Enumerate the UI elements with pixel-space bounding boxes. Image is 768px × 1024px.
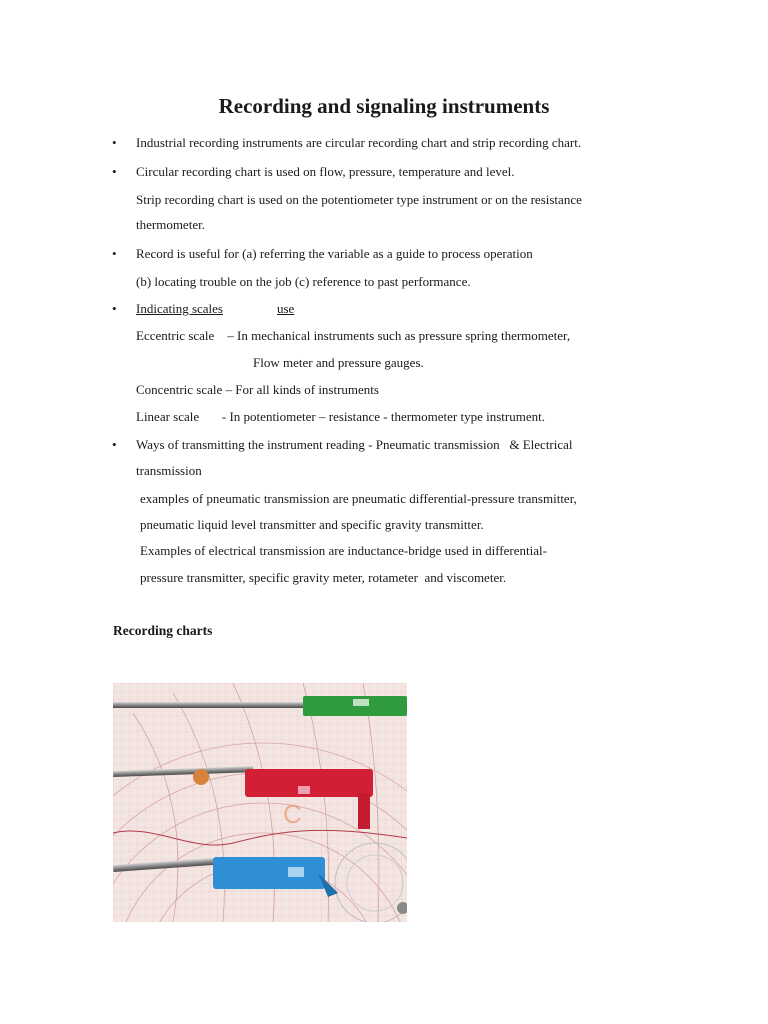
text-line: pneumatic liquid level transmitter and specific gravity transmitter. <box>140 517 484 532</box>
text-line: thermometer. <box>136 217 205 232</box>
text-line: Record is useful for (a) referring the variable as a guide to process operation <box>136 246 533 261</box>
section-heading: Recording charts <box>113 623 213 638</box>
bullet-marker: • <box>112 301 117 316</box>
bullet-marker: • <box>112 246 117 261</box>
text-line: Strip recording chart is used on the potentiometer type instrument or on the resistance <box>136 192 582 207</box>
text-line: Industrial recording instruments are circular recording chart and strip recording chart. <box>136 135 582 150</box>
chart-printed-mark: C <box>283 799 302 829</box>
text-line: transmission <box>136 463 202 478</box>
text-line: (b) locating trouble on the job (c) reference to past performance. <box>136 274 471 289</box>
text-line: Ways of transmitting the instrument reading - Pneumatic transmission & Electrical <box>136 437 573 452</box>
text-line: Eccentric scale – In mechanical instruments such as pressure spring thermometer, <box>136 328 571 343</box>
text-line: Linear scale - In potentiometer – resistance - thermometer type instrument. <box>136 409 545 424</box>
bullet-marker: • <box>112 164 117 179</box>
bullet-marker: • <box>112 437 117 452</box>
text-line: Circular recording chart is used on flow, pressure, temperature and level. <box>136 164 515 179</box>
recording-chart-photo <box>113 683 407 922</box>
indicating-scales-label: Indicating scales <box>136 301 223 316</box>
text-line: examples of pneumatic transmission are pneumatic differential-pressure transmitter, <box>140 491 577 506</box>
text-line: Examples of electrical transmission are inductance-bridge used in differential- <box>140 543 547 558</box>
text-line: Concentric scale – For all kinds of instruments <box>136 382 379 397</box>
text-line: Flow meter and pressure gauges. <box>253 355 424 370</box>
use-label: use <box>277 301 295 316</box>
text-line: pressure transmitter, specific gravity meter, rotameter and viscometer. <box>140 570 507 585</box>
page-title: Recording and signaling instruments <box>218 94 550 118</box>
bullet-marker: • <box>112 135 117 150</box>
orange-knob <box>193 769 209 785</box>
